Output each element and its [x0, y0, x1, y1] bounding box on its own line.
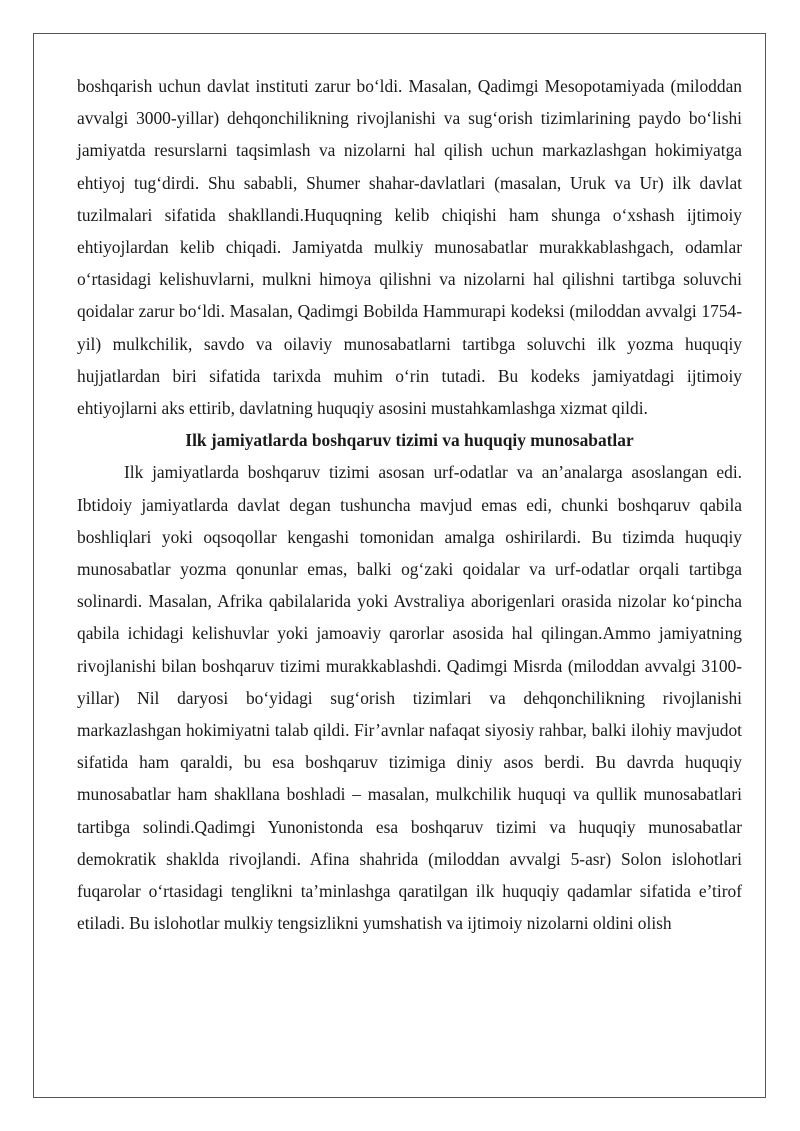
body-paragraph: Ilk jamiyatlarda boshqaruv tizimi asosan urf-odatlar va an’analarga asoslangan edi. Ibtidoiy jamiyatlarda davlat degan tushuncha mavjud emas edi, chunki boshqaruv qabila boshliqlari yoki oqsoqollar kengashi tomonidan amalga oshirilardi. Bu tizimda huquqiy munosabatlar yozma qonunlar emas, balki og‘zaki qoidalar va urf-odatlar orqali tartibga solinardi. Masalan, Afrika qabilalarida yoki Avstraliya aborigenlari orasida nizolar ko‘pincha qabila ichidagi kelishuvlar yoki jamoaviy qarorlar asosida hal qilingan.Ammo jamiyatning rivojlanishi bilan boshqaruv tizimi murakkablashdi. Qadimgi Misrda (miloddan avvalgi 3100-yillar) Nil daryosi bo‘yidagi sug‘orish tizimlari va dehqonchilikning rivojlanishi markazlashgan hokimiyatni talab qildi. Fir’avnlar nafaqat siyosiy rahbar, balki ilohiy mavjudot sifatida ham qaraldi, bu esa boshqaruv tizimiga diniy asos berdi. Bu davrda huquqiy munosabatlar ham shakllana boshladi – masalan, mulkchilik huquqi va qullik munosabatlari tartibga solindi.Qadimgi Yunonistonda esa boshqaruv tizimi va huquqiy munosabatlar demokratik shaklda rivojlandi. Afina shahrida (miloddan avvalgi 5-asr) Solon islohotlari fuqarolar o‘rtasidagi tenglikni ta’minlashga qaratilgan ilk huquqiy qadamlar sifatida e’tirof etiladi. Bu islohotlar mulkiy tengsizlikni yumshatish va ijtimoiy nizolarni oldini olish — [77, 462, 742, 934]
section-heading: Ilk jamiyatlarda boshqaruv tizimi va huquqiy munosabatlar — [185, 430, 634, 451]
body-paragraph: boshqarish uchun davlat instituti zarur bo‘ldi. Masalan, Qadimgi Mesopotamiyada (miloddan avvalgi 3000-yillar) dehqonchilikning rivojlanishi va sug‘orish tizimlarining paydo bo‘lishi jamiyatda resurslarni taqsimlash va nizolarni hal qilish uchun markazlashgan hokimiyatga ehtiyoj tug‘dirdi. Shu sababli, Shumer shahar-davlatlari (masalan, Uruk va Ur) ilk davlat tuzilmalari sifatida shakllandi.Huquqning kelib chiqishi ham shunga o‘xshash ijtimoiy ehtiyojlardan kelib chiqadi. Jamiyatda mulkiy munosabatlar murakkablashgach, odamlar o‘rtasidagi kelishuvlarni, mulkni himoya qilishni va nizolarni hal qilishni tartibga soluvchi qoidalar zarur bo‘ldi. Masalan, Qadimgi Bobilda Hammurapi kodeksi (miloddan avvalgi 1754-yil) mulkchilik, savdo va oilaviy munosabatlarni tartibga soluvchi ilk yozma huquqiy hujjatlardan biri sifatida tarixda muhim o‘rin tutadi. Bu kodeks jamiyatdagi ijtimoiy ehtiyojlarni aks ettirib, davlatning huquqiy asosini mustahkamlashga xizmat qildi. — [77, 76, 742, 419]
document-body — [77, 70, 742, 939]
